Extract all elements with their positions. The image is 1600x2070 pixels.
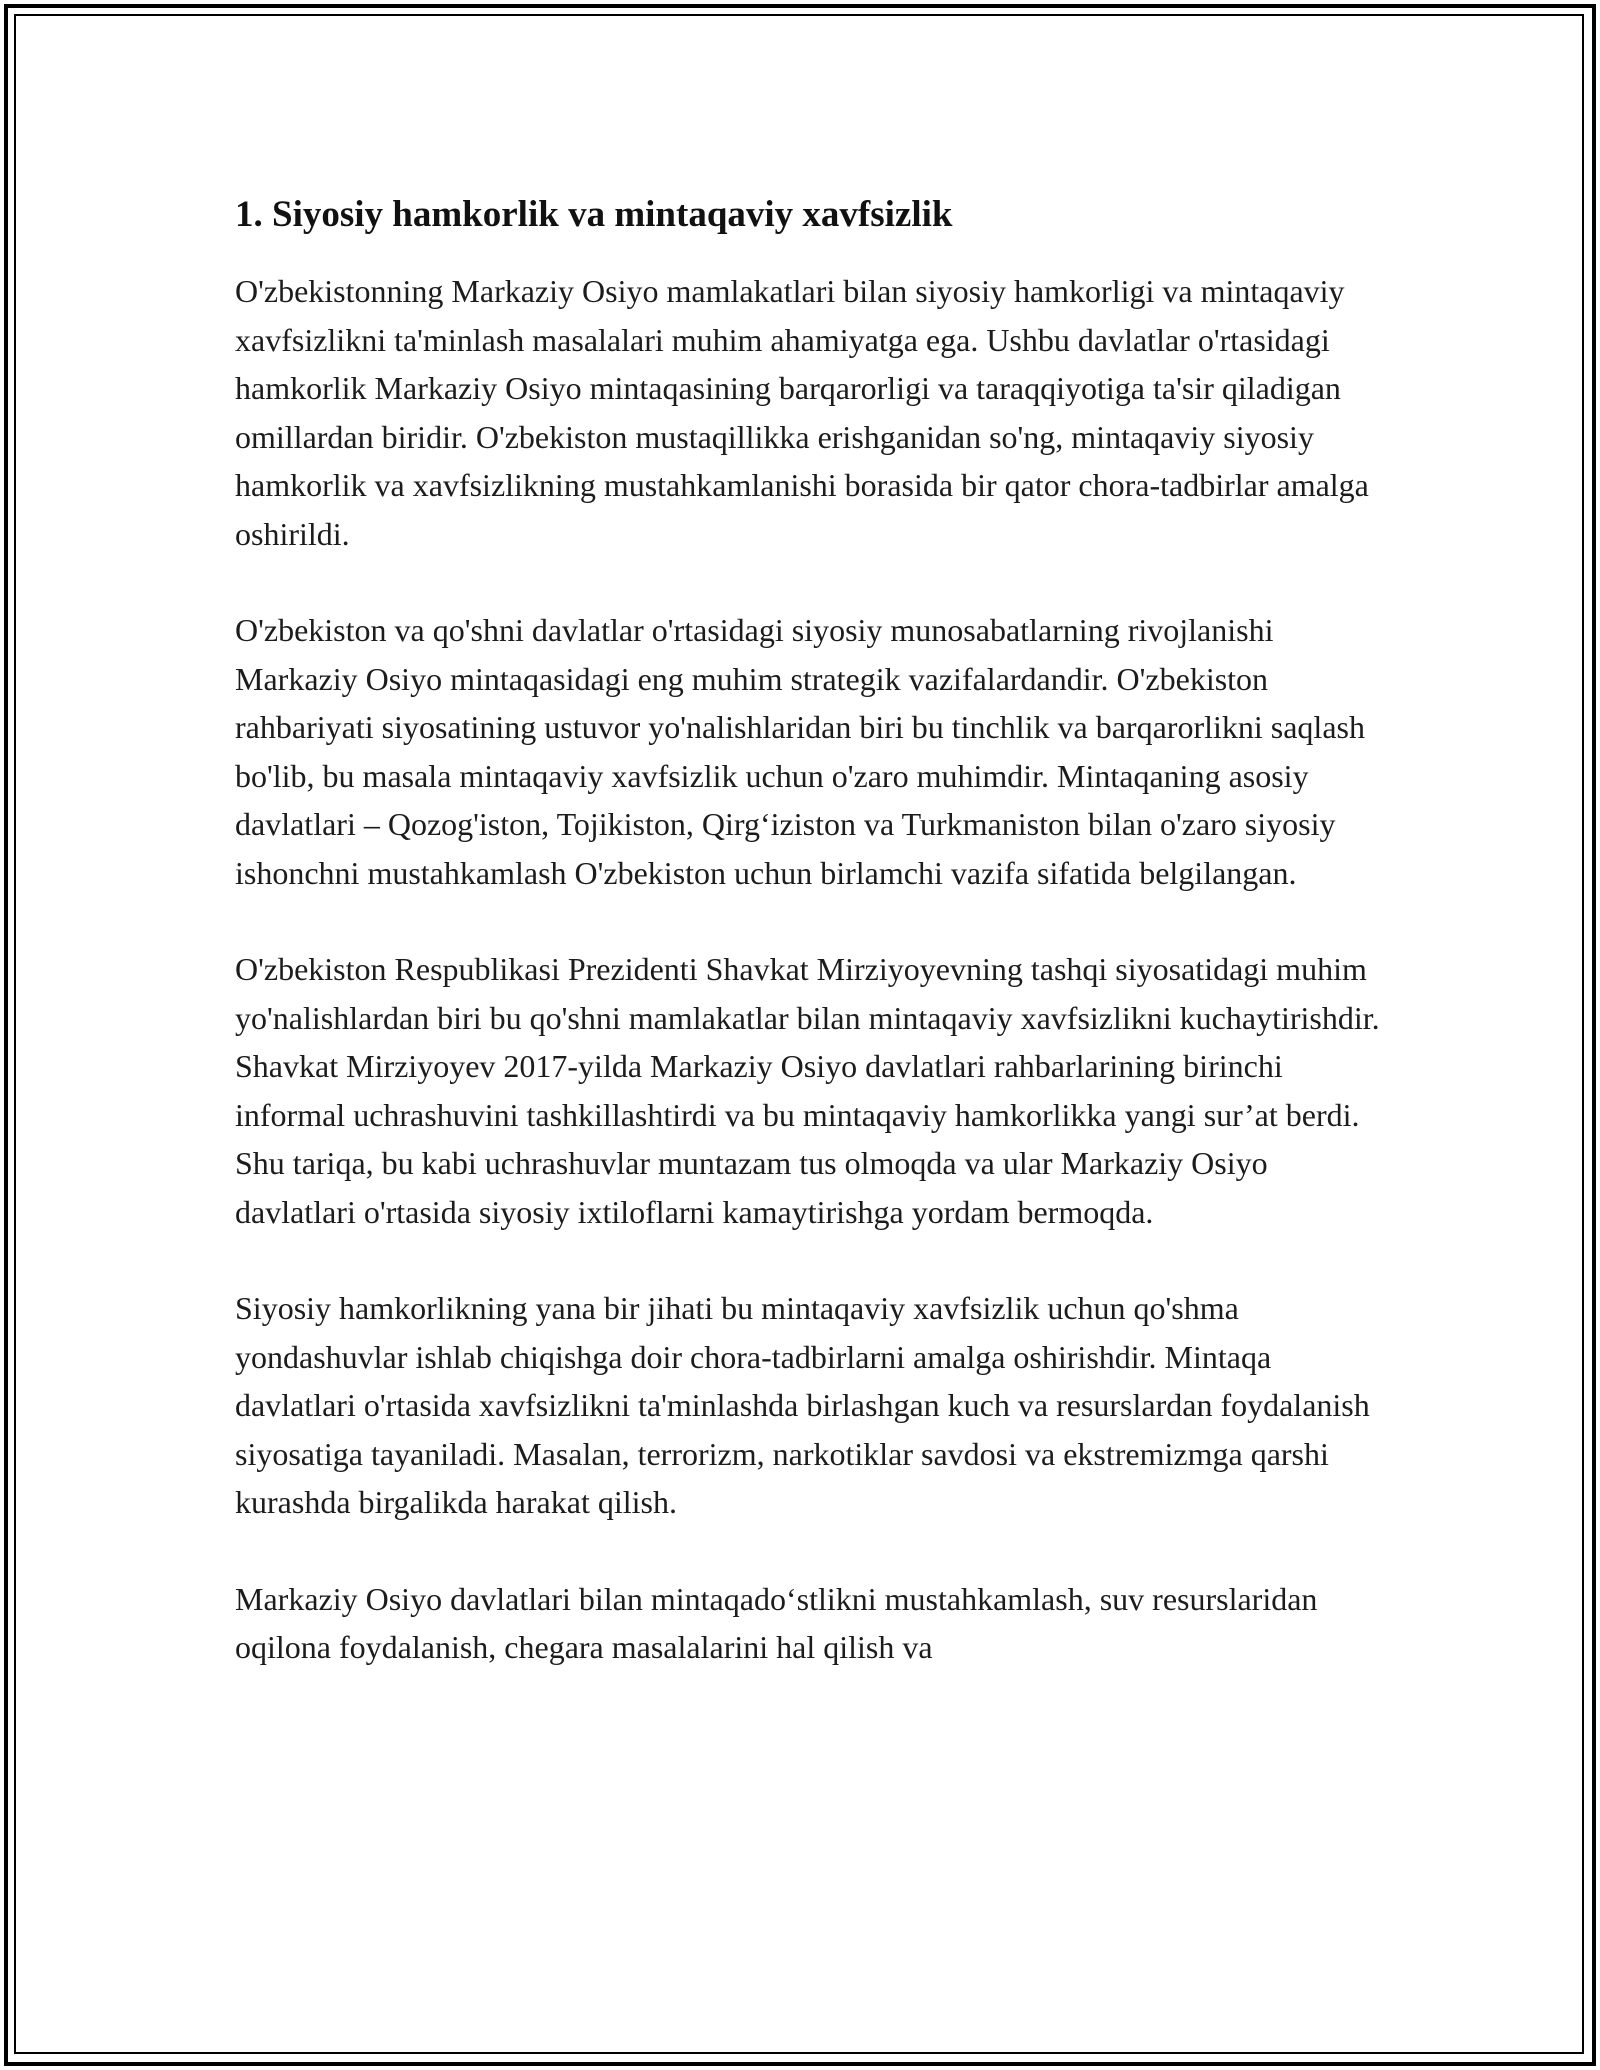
paragraph-5: Markaziy Osiyo davlatlari bilan mintaqado‘stlikni mustahkamlash, suv resurslaridan oqilona foydalanish, chegara masalalarini hal qilish va [235, 1580, 1318, 1665]
paragraph-3: O'zbekiston Respublikasi Prezidenti Shavkat Mirziyoyevning tashqi siyosatidagi muhim yo'nalishlardan biri bu qo'shni mamlakatlar bilan mintaqaviy xavfsizlikni kuchaytirishdir. Shavkat Mirziyoyev 2017-yilda Markaziy Osiyo davlatlari rahbarlarining birinchi informal uchrashuvini tashkillashtirdi va bu mintaqaviy hamkorlikka yangi sur’at berdi. Shu tariqa, bu kabi uchrashuvlar muntazam tus olmoqda va ular Markaziy Osiyo davlatlari o'rtasida siyosiy ixtiloflarni kamaytirishga yordam bermoqda. [235, 951, 1380, 1230]
paragraph-1: O'zbekistonning Markaziy Osiyo mamlakatlari bilan siyosiy hamkorligi va mintaqaviy xavfsizlikni ta'minlash masalalari muhim ahamiyatga ega. Ushbu davlatlar o'rtasidagi hamkorlik Markaziy Osiyo mintaqasining barqarorligi va taraqqiyotiga ta'sir qiladigan omillardan biridir. O'zbekiston mustaqillikka erishganidan so'ng, mintaqaviy siyosiy hamkorlik va xavfsizlikning mustahkamlanishi borasida bir qator chora-tadbirlar amalga oshirildi. [235, 273, 1369, 552]
paragraph-4: Siyosiy hamkorlikning yana bir jihati bu mintaqaviy xavfsizlik uchun qo'shma yondashuvlar ishlab chiqishga doir chora-tadbirlarni amalga oshirishdir. Mintaqa davlatlari o'rtasida xavfsizlikni ta'minlashda birlashgan kuch va resurslardan foydalanish siyosatiga tayaniladi. Masalan, terrorizm, narkotiklar savdosi va ekstremizmga qarshi kurashda birgalikda harakat qilish. [235, 1290, 1370, 1520]
document-body [235, 187, 1385, 1720]
section-heading: 1. Siyosiy hamkorlik va mintaqaviy xavfsizlik [235, 194, 953, 235]
paragraph-2: O'zbekiston va qo'shni davlatlar o'rtasidagi siyosiy munosabatlarning rivojlanishi Markaziy Osiyo mintaqasidagi eng muhim strategik vazifalardandir. O'zbekiston rahbariyati siyosatining ustuvor yo'nalishlaridan biri bu tinchlik va barqarorlikni saqlash bo'lib, bu masala mintaqaviy xavfsizlik uchun o'zaro muhimdir. Mintaqaning asosiy davlatlari – Qozog'iston, Tojikiston, Qirg‘iziston va Turkmaniston bilan o'zaro siyosiy ishonchni mustahkamlash O'zbekiston uchun birlamchi vazifa sifatida belgilangan. [235, 612, 1365, 891]
